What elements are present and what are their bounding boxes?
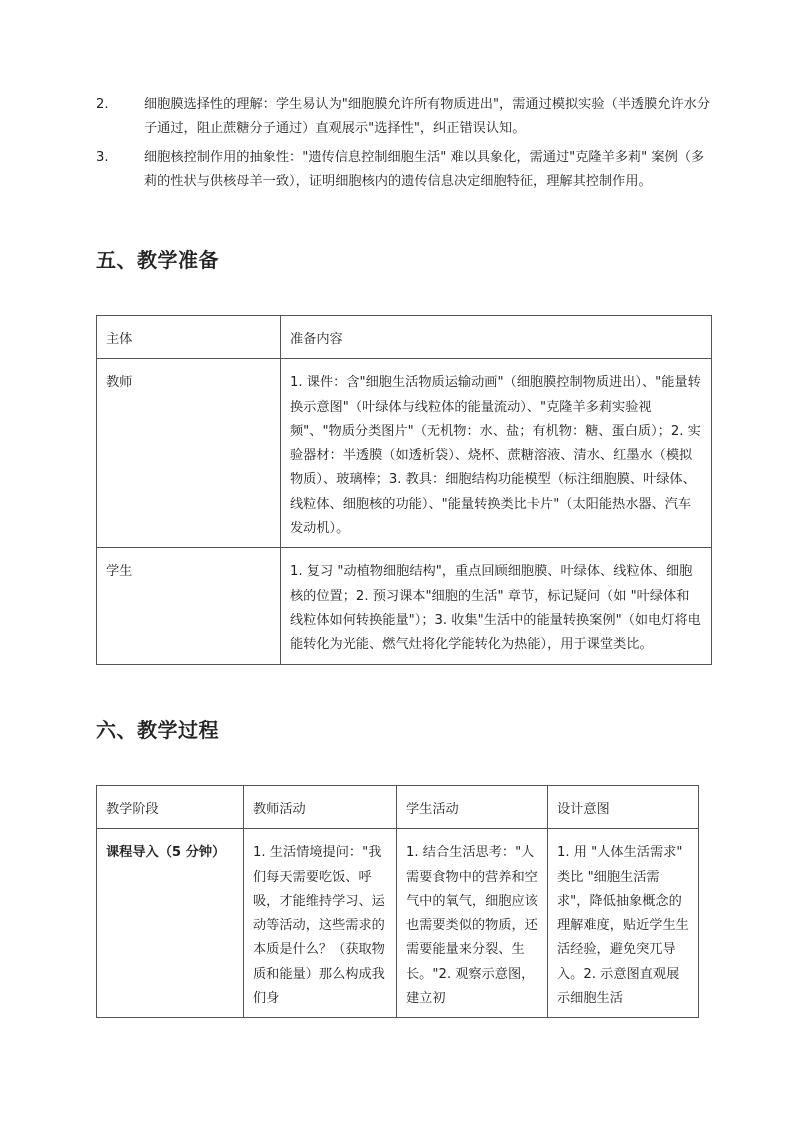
list-item <box>96 146 712 194</box>
preparation-table <box>96 315 712 665</box>
table-header-cell: 教师活动 <box>244 786 397 829</box>
list-text: 细胞膜选择性的理解：学生易认为"细胞膜允许所有物质进出"，需通过模拟实验（半透膜允许水分子通过，阻止蔗糖分子通过）直观展示"选择性"，纠正错误认知。 <box>144 97 711 136</box>
table-cell-stage: 课程导入（5 分钟） <box>97 829 244 1018</box>
numbered-list <box>96 93 712 194</box>
table-cell-subject: 教师 <box>97 359 281 548</box>
list-number: 3. <box>96 150 109 165</box>
table-cell-teacher-activity: 1. 生活情境提问："我们每天需要吃饭、呼吸，才能维持学习、运动等活动，这些需求的本质是什么？（获取物质和能量）那么构成我们身 <box>244 829 397 1018</box>
table-header-cell: 学生活动 <box>397 786 548 829</box>
table-row <box>97 548 712 664</box>
table-header-cell: 教学阶段 <box>97 786 244 829</box>
section-heading-process: 六、教学过程 <box>96 718 219 742</box>
table-cell-content: 1. 复习 "动植物细胞结构"，重点回顾细胞膜、叶绿体、线粒体、细胞核的位置；2. 预习课本"细胞的生活" 章节，标记疑问（如 "叶绿体和线粒体如何转换能量"）；3. 收集"生活中的能量转换案例"（如电灯将电能转化为光能、燃气灶将化学能转化为热能），用于课堂类比。 <box>281 548 712 664</box>
table-header-cell: 设计意图 <box>548 786 699 829</box>
process-table <box>96 785 699 1018</box>
table-header-row <box>97 316 712 359</box>
list-item <box>96 93 712 141</box>
list-number: 2. <box>96 97 109 112</box>
table-header-cell: 准备内容 <box>281 316 712 359</box>
table-cell-design-intent: 1. 用 "人体生活需求" 类比 "细胞生活需求"，降低抽象概念的理解难度，贴近学生生活经验，避免突兀导入。2. 示意图直观展示细胞生活 <box>548 829 699 1018</box>
table-row <box>97 359 712 548</box>
section-heading-preparation: 五、教学准备 <box>96 248 219 272</box>
table-cell-student-activity: 1. 结合生活思考："人需要食物中的营养和空气中的氧气，细胞应该也需要类似的物质，还需要能量来分裂、生长。"2. 观察示意图，建立初 <box>397 829 548 1018</box>
table-row <box>97 829 699 1018</box>
table-cell-subject: 学生 <box>97 548 281 664</box>
list-text: 细胞核控制作用的抽象性："遗传信息控制细胞生活" 难以具象化，需通过"克隆羊多莉" 案例（多莉的性状与供核母羊一致），证明细胞核内的遗传信息决定细胞特征，理解其控制作用。 <box>144 150 705 189</box>
table-header-cell: 主体 <box>97 316 281 359</box>
table-cell-content: 1. 课件：含"细胞生活物质运输动画"（细胞膜控制物质进出）、"能量转换示意图"（叶绿体与线粒体的能量流动）、"克隆羊多莉实验视频"、"物质分类图片"（无机物：水、盐；有机物：糖、蛋白质）；2. 实验器材：半透膜（如透析袋）、烧杯、蔗糖溶液、清水、红墨水（模拟物质）、玻璃棒；3. 教具：细胞结构功能模型（标注细胞膜、叶绿体、线粒体、细胞核的功能）、"能量转换类比卡片"（太阳能热水器、汽车发动机）。 <box>281 359 712 548</box>
table-header-row <box>97 786 699 829</box>
